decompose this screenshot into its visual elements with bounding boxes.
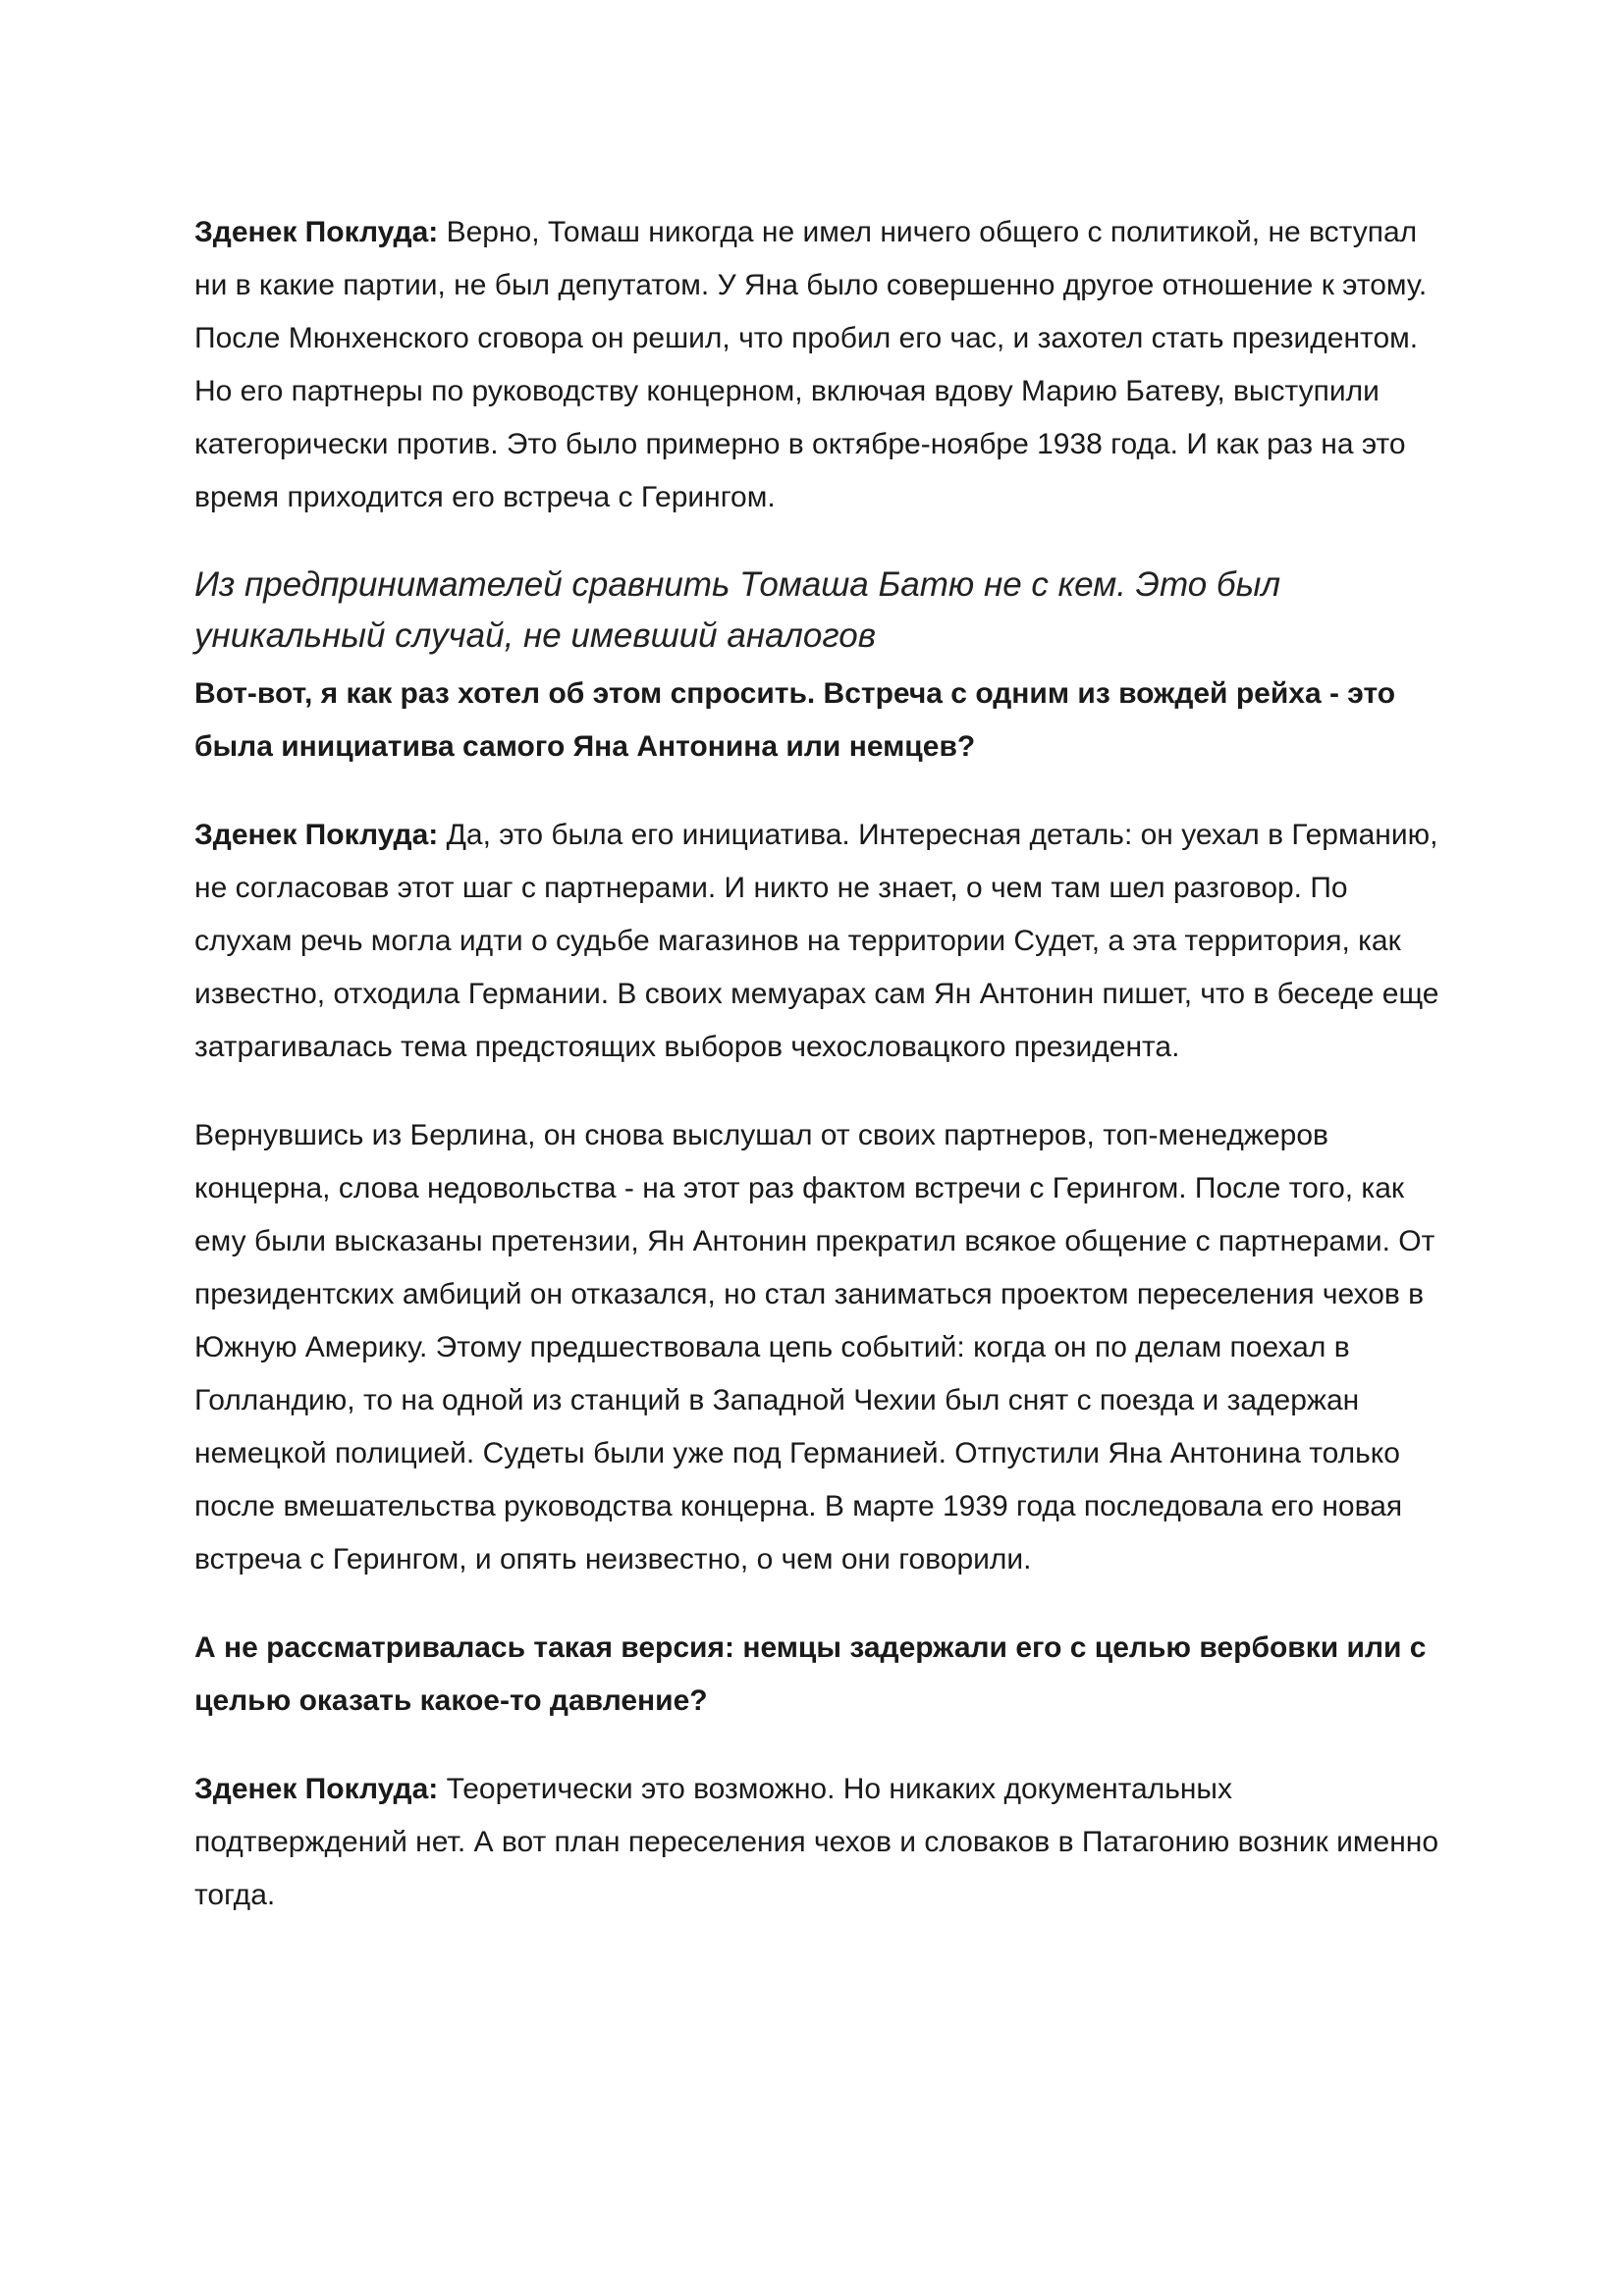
answer-paragraph-3: Вернувшись из Берлина, он снова выслушал от своих партнеров, топ-менеджеров концерна, слова недовольства - на этот раз фактом встречи с Герингом. После того, как ему были высказаны претензии, Ян Антонин прекратил всякое общение с партнерами. От президентских амбиций он отказался, но стал заниматься проектом переселения чехов в Южную Америку. Этому предшествовала цепь событий: когда он по делам поехал в Голландию, то на одной из станций в Западной Чехии был снят с поезда и задержан немецкой полицией. Судеты были уже под Германией. Отпустили Яна Антонина только после вмешательства руководства концерна. В марте 1939 года последовала его новая встреча с Герингом, и опять неизвестно, о чем они говорили.: [194, 1119, 1435, 1575]
answer-text: Теоретически это возможно. Но никаких документальных подтверждений нет. А вот план переселения чехов и словаков в Патагонию возник именно тогда.: [194, 1773, 1439, 1911]
speaker-name: Зденек Поклуда:: [194, 216, 439, 248]
interviewer-question-2: А не рассматривалась такая версия: немцы задержали его с целью вербовки или с целью оказать какое-то давление?: [194, 1631, 1427, 1717]
answer-text: Да, это была его инициатива. Интересная деталь: он уехал в Германию, не согласовав этот шаг с партнерами. И никто не знает, о чем там шел разговор. По слухам речь могла идти о судьбе магазинов на территории Судет, а эта территория, как известно, отходила Германии. В своих мемуарах сам Ян Антонин пишет, что в беседе еще затрагивалась тема предстоящих выборов чехословацкого президента.: [194, 819, 1439, 1063]
answer-paragraph-1: [194, 206, 1441, 524]
interviewer-question-1: Вот-вот, я как раз хотел об этом спросить. Встреча с одним из вождей рейха - это была инициатива самого Яна Антонина или немцев?: [194, 677, 1396, 763]
speaker-name: Зденек Поклуда:: [194, 1773, 439, 1805]
answer-text: Верно, Томаш никогда не имел ничего общего с политикой, не вступал ни в какие партии, не был депутатом. У Яна было совершенно другое отношение к этому. После Мюнхенского сговора он решил, что пробил его час, и захотел стать президентом. Но его партнеры по руководству концерном, включая вдову Марию Батеву, выступили категорически против. Это было примерно в октябре-ноябре 1938 года. И как раз на это время приходится его встреча с Герингом.: [194, 216, 1428, 513]
answer-paragraph-2: [194, 809, 1441, 1074]
document-page: [194, 206, 1441, 1957]
pull-quote: Из предпринимателей сравнить Томаша Батю не с кем. Это был уникальный случай, не имевший аналогов: [194, 565, 1281, 655]
speaker-name: Зденек Поклуда:: [194, 819, 439, 851]
answer-paragraph-4: [194, 1763, 1441, 1922]
